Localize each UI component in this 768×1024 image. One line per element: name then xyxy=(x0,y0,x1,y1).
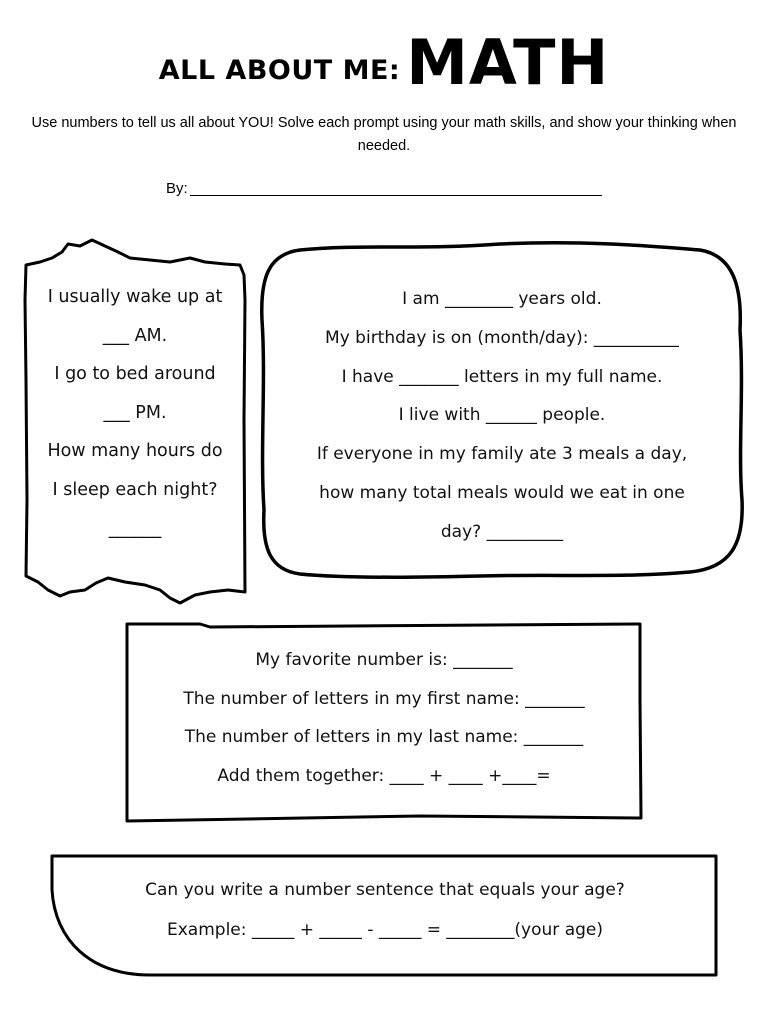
household-line[interactable]: I live with ______ people. xyxy=(398,405,606,426)
first-name-letters-line[interactable]: The number of letters in my first name: _______ xyxy=(183,688,585,709)
prompt-line: If everyone in my family ate 3 meals a day, xyxy=(316,444,688,465)
prompt-line: how many total meals would we eat in one xyxy=(319,482,685,503)
name-number-box xyxy=(130,641,638,796)
bed-time-blank[interactable]: ___ PM. xyxy=(103,402,167,423)
sleep-prompt-box xyxy=(30,278,240,548)
meals-answer-line[interactable]: day? _________ xyxy=(440,521,564,542)
prompt-line: I go to bed around xyxy=(54,364,216,385)
title-row xyxy=(0,22,768,102)
age-line[interactable]: I am ________ years old. xyxy=(402,289,602,309)
page-title: MATH xyxy=(406,26,610,99)
sleep-hours-blank[interactable]: ______ xyxy=(108,518,162,539)
instructions: Use numbers to tell us all about YOU! Solve each prompt using your math skills, and show your thinking when needed. xyxy=(31,115,737,154)
name-blank-line[interactable] xyxy=(190,195,602,196)
favorite-number-line[interactable]: My favorite number is: _______ xyxy=(255,650,513,670)
family-prompt-box xyxy=(272,280,732,552)
name-letters-line[interactable]: I have _______ letters in my full name. xyxy=(341,366,663,387)
birthday-line[interactable]: My birthday is on (month/day): __________ xyxy=(325,327,679,348)
age-equation-line[interactable]: Example: _____ + _____ - _____ = ________(your age) xyxy=(167,920,603,940)
age-sentence-box xyxy=(60,870,710,950)
by-label: By: xyxy=(166,180,188,197)
prompt-line: I usually wake up at xyxy=(47,287,223,307)
title-prefix: ALL ABOUT ME: xyxy=(158,55,401,86)
sum-line[interactable]: Add them together: ____ + ____ +____= xyxy=(217,766,551,787)
prompt-line: How many hours do xyxy=(47,441,223,462)
prompt-line: Can you write a number sentence that equals your age? xyxy=(145,880,625,900)
prompt-line: I sleep each night? xyxy=(52,479,218,500)
last-name-letters-line[interactable]: The number of letters in my last name: _______ xyxy=(184,727,584,748)
wake-time-blank[interactable]: ___ AM. xyxy=(102,325,168,346)
